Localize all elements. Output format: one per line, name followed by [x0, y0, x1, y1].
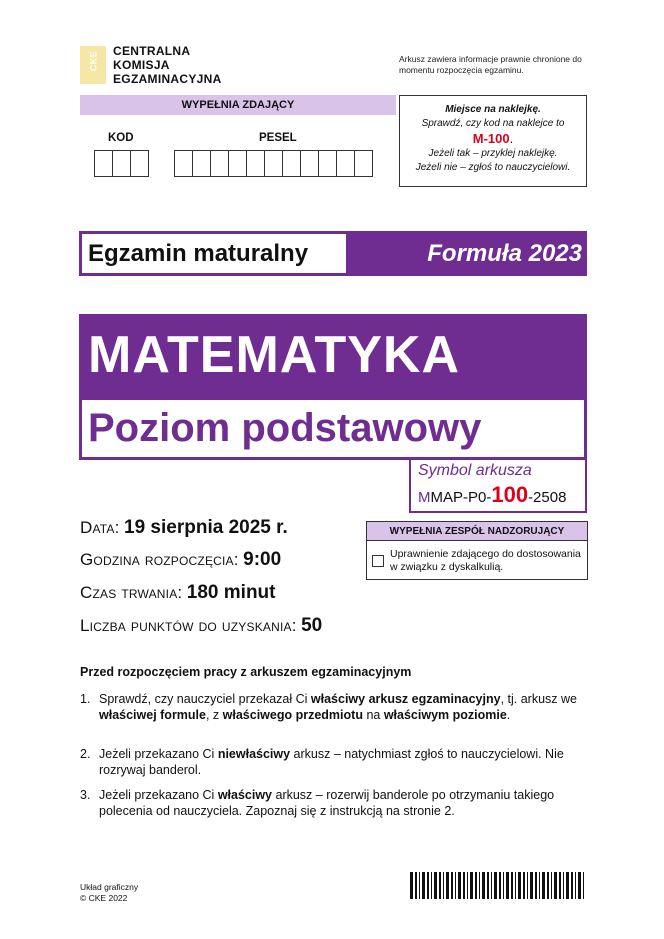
- digit-box[interactable]: [130, 150, 149, 177]
- sticker-title: Miejsce na naklejkę.: [445, 104, 541, 115]
- barcode-bar: [467, 872, 468, 899]
- supervisor-header: WYPEŁNIA ZESPÓŁ NADZORUJĄCY: [366, 521, 588, 541]
- barcode-bar: [506, 872, 509, 899]
- exam-date: Data: 19 sierpnia 2025 r.: [80, 517, 288, 538]
- barcode-bar: [547, 872, 549, 899]
- digit-box[interactable]: [210, 150, 229, 177]
- sticker-code: M-100.: [472, 131, 514, 146]
- digit-box[interactable]: [264, 150, 283, 177]
- digit-box[interactable]: [228, 150, 247, 177]
- symbol-label: Symbol arkusza: [418, 462, 532, 479]
- barcode-bar: [551, 872, 552, 899]
- barcode-bar: [575, 872, 576, 899]
- cke-logo-mark: CKE: [80, 46, 106, 84]
- instruction-item: 1. Sprawdź, czy nauczyciel przekazał Ci właściwy arkusz egzaminacyjny, tj. arkusz we właściwej formule, z właściwego przedmiotu na właściwym poziomie.: [80, 692, 577, 722]
- barcode-bar: [554, 872, 557, 899]
- cke-logo: [80, 44, 240, 88]
- subject-title: MATEMATYKA: [88, 326, 461, 384]
- barcode-bar: [482, 872, 485, 899]
- barcode-bar: [422, 872, 425, 899]
- exam-points: Liczba punktów do uzyskania: 50: [80, 615, 323, 636]
- candidate-fill-header: WYPEŁNIA ZDAJĄCY: [80, 95, 396, 115]
- barcode-bar: [578, 872, 581, 899]
- barcode-bar: [431, 872, 432, 899]
- barcode-bar: [527, 872, 528, 899]
- digit-box[interactable]: [282, 150, 301, 177]
- kod-label: KOD: [108, 132, 134, 144]
- pesel-input-boxes[interactable]: [175, 150, 373, 177]
- digit-box[interactable]: [318, 150, 337, 177]
- digit-box[interactable]: [192, 150, 211, 177]
- barcode-bar: [542, 872, 545, 899]
- barcode-bar: [458, 872, 461, 899]
- pesel-label: PESEL: [259, 132, 297, 144]
- digit-box[interactable]: [354, 150, 373, 177]
- exam-formula: Formuła 2023: [427, 240, 582, 267]
- barcode-bar: [518, 872, 521, 899]
- barcode-bar: [566, 872, 569, 899]
- barcode-bar: [427, 872, 429, 899]
- cke-logo-text: CENTRALNA KOMISJA EGZAMINACYJNA: [113, 44, 222, 86]
- barcode-bar: [475, 872, 477, 899]
- barcode-bar: [535, 872, 537, 899]
- legal-note: Arkusz zawiera informacje prawnie chronione do momentu rozpoczęcia egzaminu.: [399, 54, 582, 75]
- digit-box[interactable]: [94, 150, 113, 177]
- barcode-bar: [559, 872, 561, 899]
- exam-start-time: Godzina rozpoczęcia: 9:00: [80, 549, 282, 570]
- barcode-bar: [479, 872, 480, 899]
- barcode-bar: [451, 872, 453, 899]
- barcode-bar: [539, 872, 540, 899]
- dyscalculia-checkbox[interactable]: [372, 555, 384, 567]
- barcode-bar: [446, 872, 449, 899]
- barcode-bar: [415, 872, 417, 899]
- instructions-title: Przed rozpoczęciem pracy z arkuszem egzaminacyjnym: [80, 665, 412, 679]
- sticker-no-note: Jeżeli nie – zgłoś to nauczycielowi.: [415, 162, 571, 173]
- barcode: [410, 872, 586, 899]
- barcode-bar: [491, 872, 492, 899]
- barcode-bar: [455, 872, 456, 899]
- digit-box[interactable]: [246, 150, 265, 177]
- barcode-bar: [515, 872, 516, 899]
- footer-credits: Układ graficzny © CKE 2022: [80, 882, 139, 903]
- digit-box[interactable]: [174, 150, 193, 177]
- sticker-instruction: Sprawdź, czy kod na naklejce to: [421, 118, 565, 129]
- barcode-bar: [419, 872, 420, 899]
- barcode-bar: [571, 872, 573, 899]
- barcode-bar: [410, 872, 413, 899]
- sticker-yes-note: Jeżeli tak – przyklej naklejkę.: [428, 148, 558, 159]
- digit-box[interactable]: [300, 150, 319, 177]
- barcode-bar: [470, 872, 473, 899]
- barcode-bar: [494, 872, 497, 899]
- barcode-bar: [443, 872, 444, 899]
- barcode-bar: [583, 872, 584, 899]
- digit-box[interactable]: [112, 150, 131, 177]
- barcode-bar: [563, 872, 564, 899]
- exam-duration: Czas trwania: 180 minut: [80, 582, 276, 603]
- level-title: Poziom podstawowy: [88, 406, 482, 450]
- kod-input-boxes[interactable]: [95, 150, 149, 177]
- barcode-bar: [499, 872, 501, 899]
- barcode-bar: [511, 872, 513, 899]
- sticker-area: [399, 95, 587, 187]
- barcode-bar: [530, 872, 533, 899]
- symbol-code: MMAP-P0-100-2508: [418, 482, 567, 507]
- barcode-bar: [463, 872, 465, 899]
- barcode-bar: [487, 872, 489, 899]
- barcode-bar: [503, 872, 504, 899]
- instruction-item: 2. Jeżeli przekazano Ci niewłaściwy arkusz – natychmiast zgłoś to nauczycielowi. Nie rozrywaj banderol.: [80, 747, 564, 777]
- dyscalculia-label: Uprawnienie zdającego do dostosowania w związku z dyskalkulią.: [390, 548, 581, 573]
- barcode-bar: [434, 872, 437, 899]
- barcode-bar: [523, 872, 525, 899]
- barcode-bar: [439, 872, 441, 899]
- instruction-item: 3. Jeżeli przekazano Ci właściwy arkusz – rozerwij banderole po otrzymaniu takiego polecenia od nauczyciela. Zapoznaj się z instrukcją na stronie 2.: [80, 788, 555, 818]
- digit-box[interactable]: [336, 150, 355, 177]
- exam-type: Egzamin maturalny: [82, 234, 346, 273]
